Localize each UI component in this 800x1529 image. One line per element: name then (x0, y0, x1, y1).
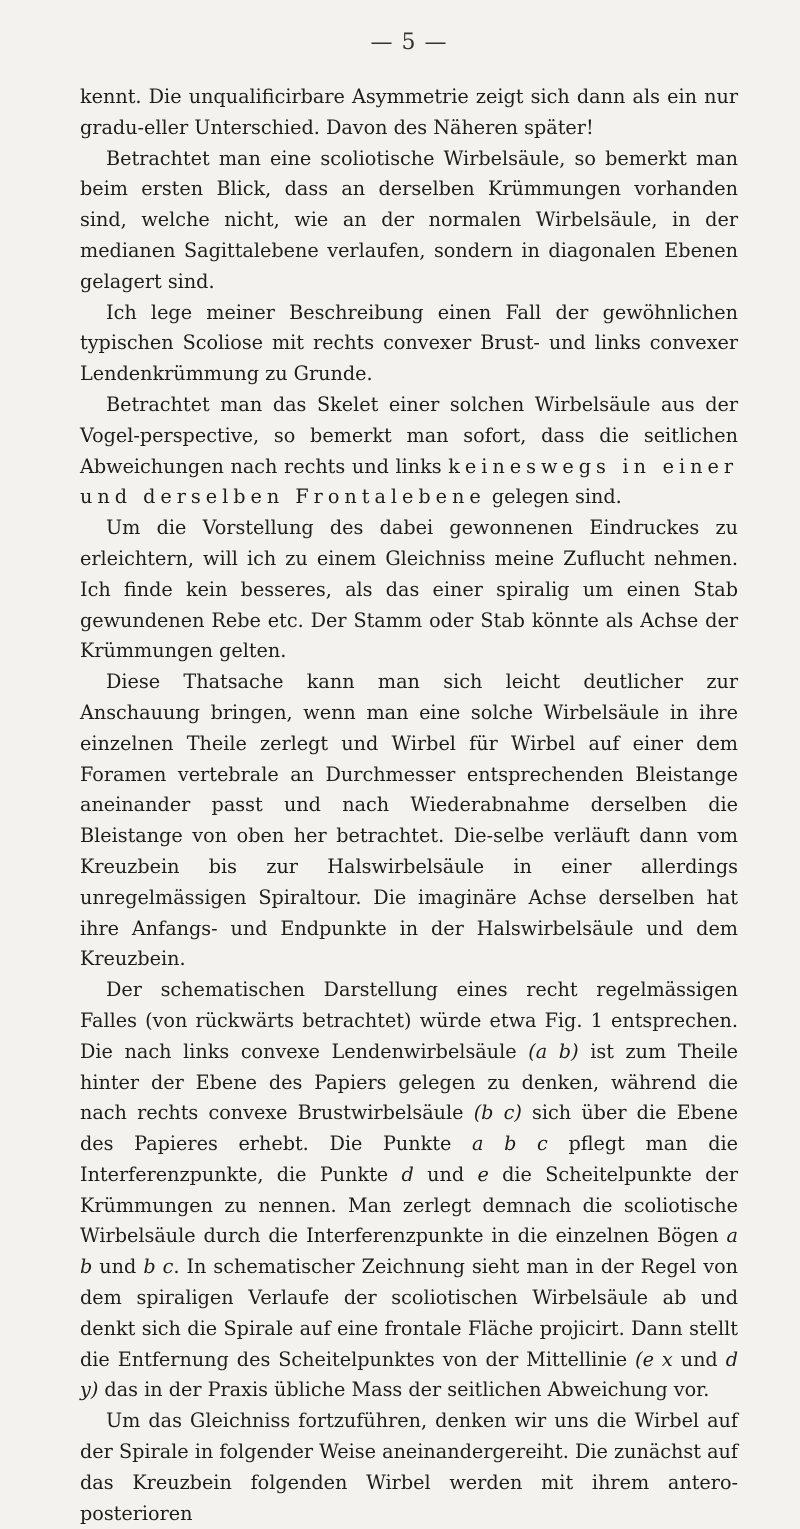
p7-text: Der schematischen Darstellung eines recht regelmässigen Falles (von rückwärts betrachtet) würde etwa Fig. 1 entsprechen. Die nach links convexe Lendenwirbelsäule (80, 978, 738, 1063)
paragraph-2: Betrachtet man eine scoliotische Wirbelsäule, so bemerkt man beim ersten Blick, dass an derselben Krümmungen vorhanden sind, welche nicht, wie an der normalen Wirbelsäule, in der medianen Sagittalebene verlaufen, sondern in diagonalen Ebenen gelagert sind. (80, 146, 738, 293)
page-number: — 5 — (370, 30, 448, 55)
label-bc-2: b c (143, 1255, 174, 1279)
label-dy: d y) (80, 1347, 738, 1402)
paragraph-1: kennt. Die unqualificirbare Asymmetrie zeigt sich dann als ein nur gradu-eller Unterschied. Davon des Näheren später! (80, 85, 738, 139)
label-d: d (401, 1162, 414, 1186)
label-abc: a b c (471, 1132, 548, 1156)
paragraph-4-text-b: gelegen sind. (485, 485, 622, 509)
p7-text: . In schematischer Zeichnung sieht man in der Regel von dem spiraligen Verlaufe der scoliotischen Wirbelsäule ab und denkt sich die Spirale auf eine frontale Fläche projicirt. Dann stellt die Entfernung des Scheitelpunktes von der Mittellinie (80, 1255, 738, 1371)
label-ab-2: a b (80, 1224, 738, 1279)
p7-text: und (413, 1162, 478, 1186)
paragraph-8: Um das Gleichniss fortzuführen, denken wir uns die Wirbel auf der Spirale in folgender Weise aneinandergereiht. Die zunächst auf das Kreuzbein folgenden Wirbel werden mit ihrem antero-posterioren (80, 1409, 738, 1525)
paragraph-5: Um die Vorstellung des dabei gewonnenen Eindruckes zu erleichtern, will ich zu einem Gleichniss meine Zuflucht nehmen. Ich finde kein besseres, als das einer spiralig um einen Stab gewundenen Rebe etc. Der Stamm oder Stab könnte als Achse der Krümmungen gelten. (80, 516, 738, 663)
p7-text: und (672, 1347, 726, 1371)
paragraph-3: Ich lege meiner Beschreibung einen Fall der gewöhnlichen typischen Scoliose mit rechts convexer Brust- und links convexer Lendenkrümmung zu Grunde. (80, 300, 738, 386)
p7-text: und (92, 1255, 144, 1279)
paragraph-4-text-a: Betrachtet man das Skelet einer solchen Wirbelsäule aus der Vogel-perspective, so bemerkt man sofort, dass die seitlichen Abweichungen nach rechts und links (80, 392, 738, 478)
p7-text: sich über die Ebene des Papieres erhebt. Die Punkte (80, 1101, 738, 1156)
paragraph-6: Diese Thatsache kann man sich leicht deutlicher zur Anschauung bringen, wenn man eine solche Wirbelsäule in ihre einzelnen Theile zerlegt und Wirbel für Wirbel auf einer dem Foramen vertebrale an Durchmesser entsprechenden Bleistange aneinander passt und nach Wiederabnahme derselben die Bleistange von oben her betrachtet. Die-selbe verläuft dann vom Kreuzbein bis zur Halswirbelsäule in einer allerdings unregelmässigen Spiraltour. Die imaginäre Achse derselben hat ihre Anfangs- und Endpunkte in der Halswirbelsäule und dem Kreuzbein. (80, 670, 738, 971)
label-bc: (b c) (473, 1101, 522, 1125)
p7-text: die Scheitelpunkte der Krümmungen zu nennen. Man zerlegt demnach die scoliotische Wirbelsäule durch die Interferenzpunkte in die einzelnen Bögen (80, 1162, 738, 1248)
label-e: e (477, 1162, 489, 1186)
label-ex: (e x (635, 1347, 673, 1371)
p7-text: das in der Praxis übliche Mass der seitlichen Abweichung vor. (98, 1378, 710, 1402)
label-ab: (a b) (528, 1039, 579, 1063)
spaced-emphasis: keineswegs in einer und derselben Frontalebene (80, 454, 739, 509)
p7-text: pflegt man die Interferenzpunkte, die Punkte (80, 1132, 738, 1186)
p7-text: ist zum Theile hinter der Ebene des Papiers gelegen zu denken, während die nach rechts convexe Brustwirbelsäule (80, 1039, 739, 1125)
paragraph-4 (80, 390, 738, 513)
paragraph-7 (80, 975, 738, 1406)
